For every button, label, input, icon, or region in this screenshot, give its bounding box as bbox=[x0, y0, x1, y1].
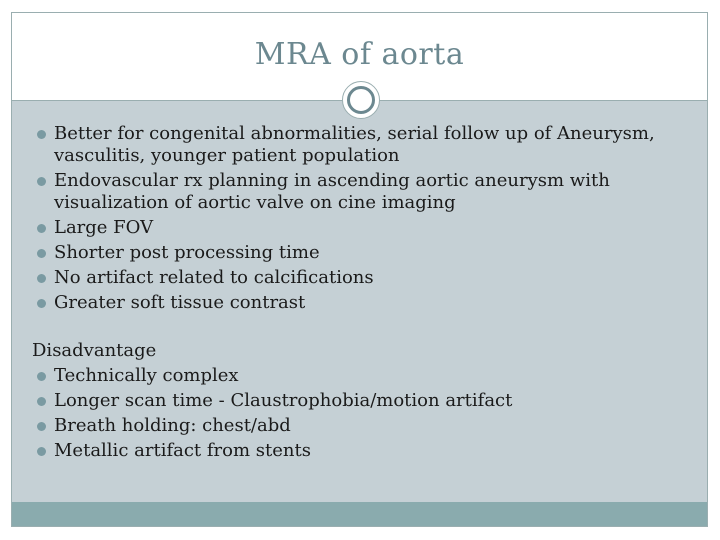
disadvantages-list bbox=[32, 365, 692, 462]
list-item bbox=[32, 170, 692, 214]
list-item-text: Metallic artifact from stents bbox=[54, 440, 311, 461]
list-item bbox=[32, 415, 692, 437]
list-item-text: Longer scan time - Claustrophobia/motion artifact bbox=[54, 390, 513, 411]
bullet-icon bbox=[37, 299, 46, 308]
slide-content bbox=[32, 123, 692, 465]
bullet-icon bbox=[37, 224, 46, 233]
list-item-text: No artifact related to calcifications bbox=[54, 267, 374, 288]
bullet-icon bbox=[37, 422, 46, 431]
list-item bbox=[32, 267, 692, 289]
list-item bbox=[32, 440, 692, 462]
list-item bbox=[32, 217, 692, 239]
footer-band bbox=[12, 502, 707, 526]
list-item bbox=[32, 123, 692, 167]
bullet-icon bbox=[37, 274, 46, 283]
bullet-icon bbox=[37, 177, 46, 186]
list-item bbox=[32, 365, 692, 387]
advantages-list bbox=[32, 123, 692, 314]
list-item-text: Better for congenital abnormalities, serial follow up of Aneurysm, vasculitis, younger patient population bbox=[54, 123, 655, 166]
bullet-icon bbox=[37, 130, 46, 139]
list-item-text: Large FOV bbox=[54, 217, 154, 238]
circle-ornament-icon bbox=[342, 81, 380, 119]
bullet-icon bbox=[37, 372, 46, 381]
disadvantage-heading: Disadvantage bbox=[32, 340, 157, 361]
slide-title: MRA of aorta bbox=[254, 37, 465, 72]
bullet-icon bbox=[37, 397, 46, 406]
list-item-text: Greater soft tissue contrast bbox=[54, 292, 306, 313]
list-item bbox=[32, 242, 692, 264]
slide bbox=[11, 12, 708, 527]
list-item-text: Technically complex bbox=[54, 365, 239, 386]
list-item bbox=[32, 390, 692, 412]
bullet-icon bbox=[37, 447, 46, 456]
list-item-text: Breath holding: chest/abd bbox=[54, 415, 291, 436]
bullet-icon bbox=[37, 249, 46, 258]
list-item-text: Shorter post processing time bbox=[54, 242, 320, 263]
list-item bbox=[32, 292, 692, 314]
list-item-text: Endovascular rx planning in ascending aortic aneurysm with visualization of aortic valve on cine imaging bbox=[54, 170, 610, 213]
